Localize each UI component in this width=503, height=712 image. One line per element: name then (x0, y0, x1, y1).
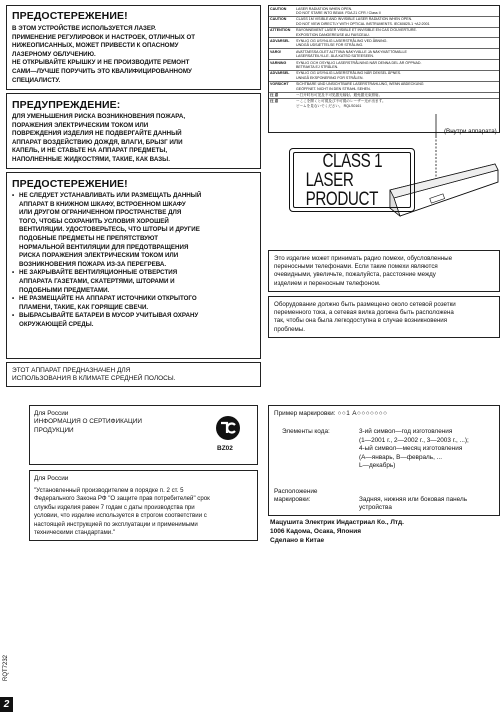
class1-line1: CLASS 1 (322, 150, 382, 172)
label-location-caption: (Внутри аппарата) (444, 128, 497, 135)
label-row (269, 28, 499, 39)
certification-box (29, 405, 258, 465)
label-row-value: SYNLIG OG USYNLIG LASERSTRÅLING VED ÅBNING. UNDGÅ UDSÆTTELSE FOR STRÅLING. (296, 38, 388, 48)
warning-box-fire (6, 93, 261, 169)
socket-note-text: Оборудование должно быть размещено около сетевой розетки переменного тока, а сетевая вилка должна быть расположена так, чтобы она была легкодоступна в случае возникновения проблемы. (274, 301, 456, 333)
label-row-key: 注 意 (270, 93, 279, 97)
caution-text: В ЭТОМ УСТРОЙСТВЕ ИСПОЛЬЗУЕТСЯ ЛАЗЕР. ПРИМЕНЕНИЕ РЕГУЛИРОВОК И НАСТРОЕК, ОТЛИЧНЫХ ОТ НИЖЕОПИСАННЫХ, МОЖЕТ ПРИВЕСТИ К ОПАСНОМУ ЛАЗЕРНОМУ ОБЛУЧЕНИЮ. НЕ ОТКРЫВАЙТЕ КРЫШКУ И НЕ ПРОИЗВОДИТЕ РЕМОНТ САМИ—ЛУЧШЕ ПОРУЧИТЬ ЭТО КВАЛИФИЦИРОВАННОМУ СПЕЦИАЛИСТУ. (12, 25, 196, 84)
label-row (269, 71, 499, 82)
radio-interference-note (268, 250, 500, 292)
manufacturer-info: Мацушита Электрик Индастриал Ко., Лтд. 1006 Кадома, Осака, Япония Сделано в Китае (270, 519, 404, 544)
gost-r-icon (219, 421, 237, 435)
caution2-list (12, 192, 260, 330)
label-row (269, 99, 499, 109)
caution2-item: • ВЫБРАСЫВАЙТЕ БАТАРЕИ В МУСОР УЧИТЫВАЯ ОХРАНУ ОКРУЖАЮЩЕЙ СРЕДЫ. (12, 312, 260, 329)
label-row-value: ー打开时有可见及不可见激光辐射。避免激光束照射。 (296, 93, 383, 97)
caution2-item: • НЕ СЛЕДУЕТ УСТАНАВЛИВАТЬ ИЛИ РАЗМЕЩАТЬ ДАННЫЙ АППАРАТ В КНИЖНОМ ШКАФУ, ВСТРОЕННОМ ШКАФУ ИЛИ ДРУГОМ ОГРАНИЧЕННОМ ПРОСТРАНСТВЕ ДЛЯ ТОГО, ЧТОБЫ СОХРАНИТЬ УСЛОВИЯ ХОРОШЕЙ ВЕНТИЛЯЦИИ. УДОСТОВЕРЬТЕСЬ, ЧТО ШТОРЫ И ДРУГИЕ ПОДОБНЫЕ ПРЕДМЕТЫ НЕ ПРЕПЯТСТВУЮТ НОРМАЛЬНОЙ ВЕНТИЛЯЦИИ ДЛЯ ПРЕДОТВРАЩЕНИЯ РИСКА ПОРАЖЕНИЯ ЭЛЕКТРИЧЕСКИМ ТОКОМ ИЛИ ВОЗНИКНОВЕНИЯ ПОЖАРА ИЗ-ЗА ПЕРЕГРЕВА. (12, 192, 260, 269)
label-row (269, 82, 499, 93)
climate-box (6, 362, 261, 387)
cert-mark-code: BZ02 (217, 445, 233, 452)
page-number: 2 (3, 699, 10, 710)
label-row-value: SYNLIG OCH OSYNLIG LASERSTRÅLNING NÄR DENNA DEL ÄR ÖPPNAD. BETRAKTA EJ STRÅLEN. (296, 60, 422, 69)
marking-example (274, 410, 388, 418)
label-row (269, 38, 499, 49)
caution2-item: • НЕ ЗАКРЫВАЙТЕ ВЕНТИЛЯЦИОННЫЕ ОТВЕРСТИЯ АППАРАТА ГАЗЕТАМИ, СКАТЕРТЯМИ, ШТОРАМИ И ПОДОБНЫМИ ПРЕДМЕТАМИ. (12, 269, 260, 295)
document-code: RQT7232 (3, 654, 10, 682)
code-elements-label: Элементы кода: (282, 428, 330, 435)
label-row-key: 注 意 (270, 99, 279, 104)
label-row (269, 6, 499, 17)
code-elements-lines: 3-ий символ—год изготовления (1—2001 г., 2—2002 г., 3—2003 г., ...); 4-ый символ—месяц изготовления (A—январь, B—февраль, ... L—декабрь) (359, 428, 469, 470)
label-row-key: CAUTION (270, 6, 287, 11)
service-life-text: "Установленный производителем в порядке п. 2 ст. 5 Федерального Закона РФ "О защите прав потребителей" срок службы изделия равен 7 годам с даты производства при условии, что изделие используется в строгом соответствии с настоящей инструкцией по эксплуатации и применимыми техническими стандартами." (34, 487, 210, 537)
caution-box-ventilation (6, 172, 261, 359)
class1-line2: LASER PRODUCT (305, 169, 378, 210)
caution2-title: ПРЕДОСТЕРЕЖЕНИЕ! (12, 178, 128, 190)
label-row-value: CLASS 1M VISIBLE AND INVISIBLE LASER RADIATION WHEN OPEN. DO NOT VIEW DIRECTLY WITH OPTICAL INSTRUMENTS. IEC60825-1 +A2:2001 (296, 17, 430, 26)
label-row (269, 49, 499, 60)
label-row-key: ATTENTION (270, 28, 291, 33)
warning-text: ДЛЯ УМЕНЬШЕНИЯ РИСКА ВОЗНИКНОВЕНИЯ ПОЖАРА, ПОРАЖЕНИЯ ЭЛЕКТРИЧЕСКИМ ТОКОМ ИЛИ ПОВРЕЖДЕНИЯ ИЗДЕЛИЯ НЕ ПОДВЕРГАЙТЕ ДАННЫЙ АППАРАТ ВОЗДЕЙСТВИЮ ДОЖДЯ, ВЛАГИ, БРЫЗГ ИЛИ КАПЕЛЬ, И НЕ СТАВЬТЕ НА АППАРАТ ПРЕДМЕТЫ, НАПОЛНЕННЫЕ ЖИДКОСТЯМИ, ТАКИЕ, КАК ВАЗЫ. (12, 113, 186, 163)
warning-title: ПРЕДУПРЕЖДЕНИЕ: (12, 99, 121, 111)
label-row (269, 17, 499, 28)
label-row-key: VARO! (270, 49, 282, 54)
service-life-box (29, 470, 258, 541)
radio-note-text: Это изделие может принимать радио помехи, обусловленные переносными телефонами. Если такие помехи являются очевидными, увеличьте, пожалуйста, расстояние между изделием и переносным телефоном. (274, 255, 453, 287)
label-row-key: VORSICHT (270, 82, 289, 87)
gost-certification-mark (216, 416, 240, 440)
label-row-value: ーここを開くと可視及び不可視のレーザー光が出ます。 ビームを見ないでください。 RQLS0161 (296, 99, 386, 108)
label-row (269, 60, 499, 71)
label-row-key: VARNING (270, 60, 287, 65)
label-row-key: CAUTION (270, 17, 287, 22)
cert-heading: Для России ИНФОРМАЦИЯ О СЕРТИФИКАЦИИ ПРОДУКЦИИ (34, 410, 142, 434)
page-number-badge (0, 697, 13, 712)
label-row-value: SYNLIG OG USYNLIG LASERSTRÅLING NÅR DEKSEL ÅPNES. UNNGÅ EKSPONERING FOR STRÅLEN. (296, 71, 402, 80)
caution2-item: • НЕ РАЗМЕЩАЙТЕ НА АППАРАТ ИСТОЧНИКИ ОТКРЫТОГО ПЛАМЕНИ, ТАКИЕ, КАК ГОРЯЩИЕ СВЕЧИ. (12, 295, 260, 312)
marking-box (268, 405, 500, 516)
caution-title: ПРЕДОСТЕРЕЖЕНИЕ! (12, 10, 128, 22)
label-row-value: LASER RADIATION WHEN OPEN. DO NOT STARE INTO BEAM. FDA 21 CFR / Class II (296, 6, 381, 15)
class1-laser-product-plate (289, 148, 415, 212)
climate-text: ЭТОТ АППАРАТ ПРЕДНАЗНАЧЕН ДЛЯ ИСПОЛЬЗОВАНИЯ В КЛИМАТЕ СРЕДНЕЙ ПОЛОСЫ. (12, 367, 176, 383)
marking-example-label: Пример маркировки: (274, 410, 336, 417)
label-row-key: ADVARSEL (270, 71, 290, 76)
label-row-key: ADVARSEL (270, 38, 290, 43)
label-row-value: RAYONNEMENT LASER VISIBLE ET INVISIBLE EN CAS D'OUVERTURE. EXPOSITION DANGEREUSE AU FAISCEAU. (296, 28, 417, 37)
marking-example-value: ○○1 A○○○○○○○ (337, 410, 388, 417)
caution-box-laser (6, 5, 261, 90)
power-socket-note (268, 296, 500, 338)
label-row-value: AVATTAESSA OLET ALTTIINA NÄKYVÄLLE JA NÄKYMÄTTÖMÄLLE LASERSÄTEILYLLE. ÄLÄ KATSO SÄTEESEEN. (296, 49, 407, 59)
label-row-value: SICHTBARE UND UNSICHTBARE LASERSTRAHLUNG, WENN ABDECKUNG GEÖFFNET. NICHT IN DEN STRAHL SEHEN. (296, 82, 424, 91)
marking-location-value: Задняя, нижняя или боковая панель устройства (359, 496, 468, 512)
service-life-heading: Для России (34, 475, 69, 482)
marking-location-label: Расположение маркировки: (274, 488, 318, 504)
